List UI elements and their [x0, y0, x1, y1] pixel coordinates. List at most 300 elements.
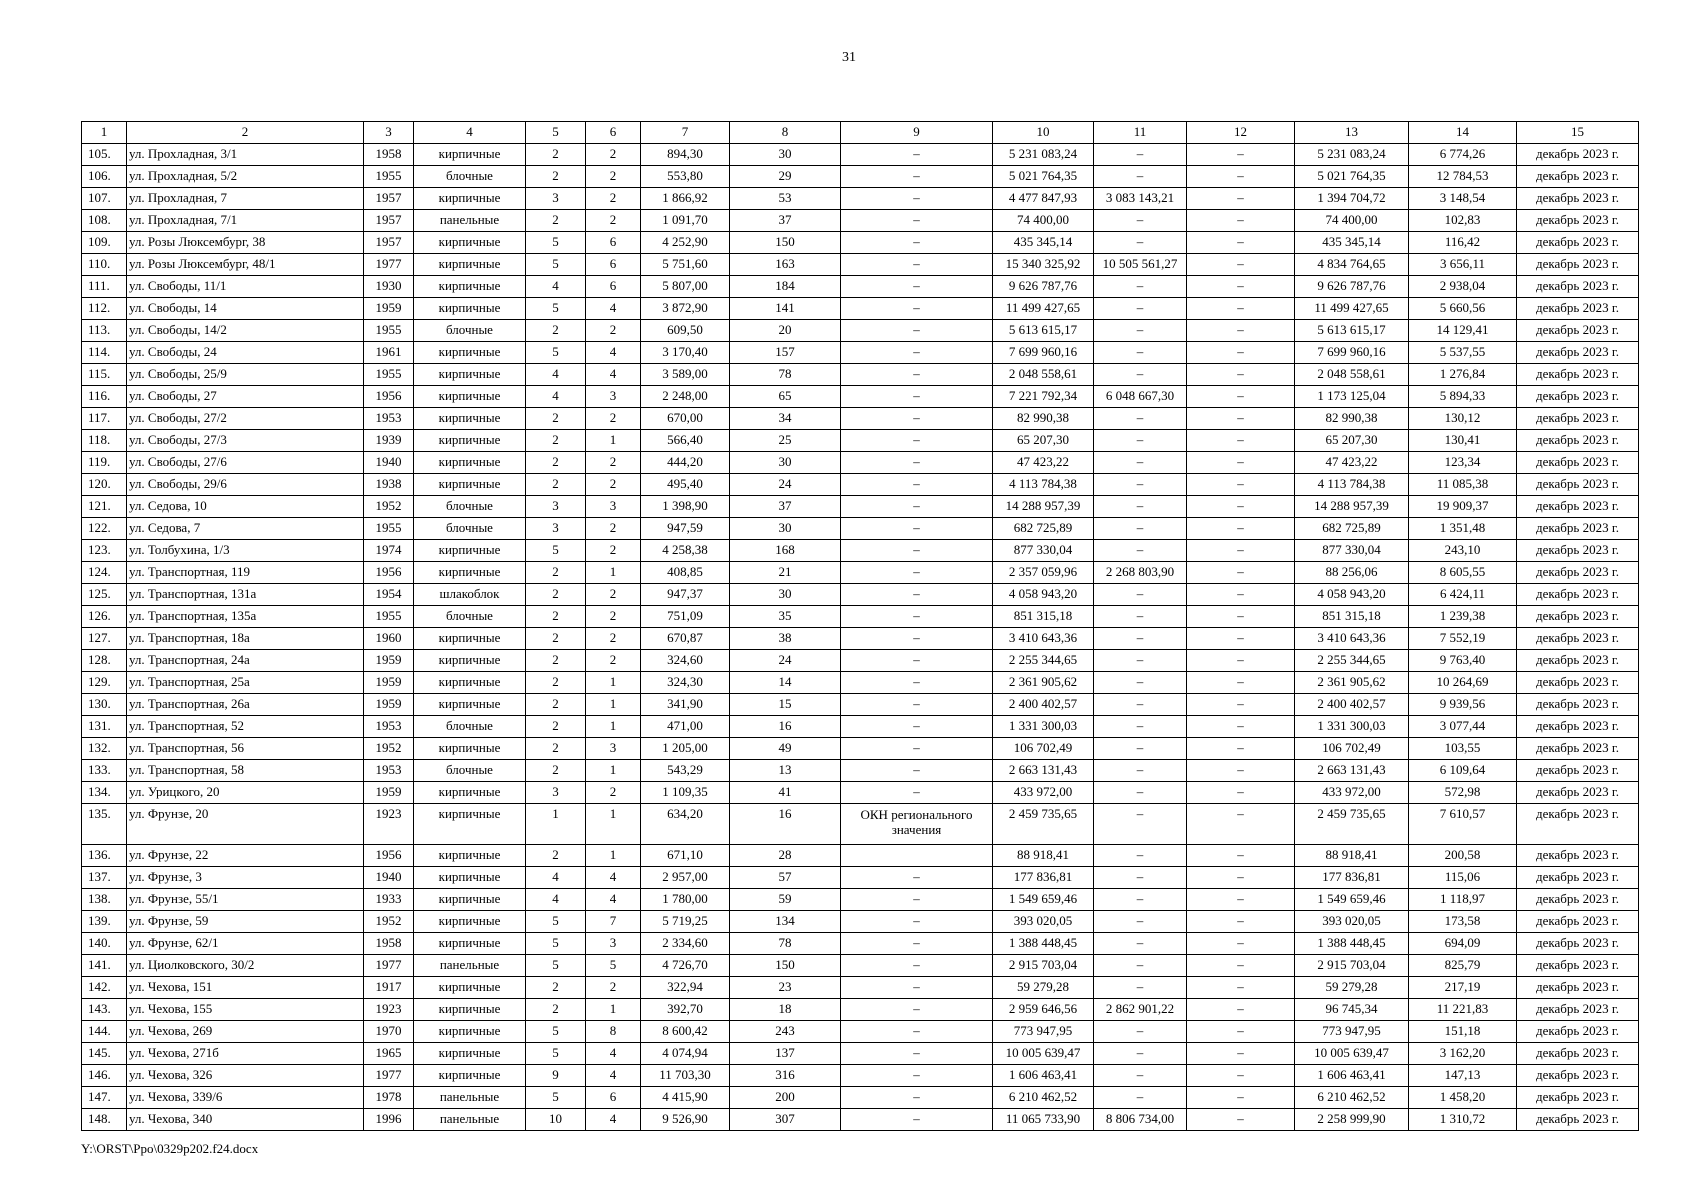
- table-cell-col-6: 2: [586, 210, 641, 232]
- table-cell-col-8: 30: [730, 584, 841, 606]
- table-cell-col-14: 19 909,37: [1409, 496, 1517, 518]
- table-row: [82, 342, 1639, 364]
- table-cell-col-7: 751,09: [641, 606, 730, 628]
- table-cell-col-1: 119.: [82, 452, 127, 474]
- table-cell-col-11: –: [1094, 867, 1187, 889]
- table-cell-col-5: 5: [526, 955, 586, 977]
- table-cell-col-5: 2: [526, 584, 586, 606]
- table-cell-col-4: панельные: [414, 1087, 526, 1109]
- table-cell-col-9: –: [841, 977, 993, 999]
- table-cell-col-5: 2: [526, 845, 586, 867]
- table-cell-col-4: кирпичные: [414, 650, 526, 672]
- table-cell-col-10: 393 020,05: [993, 911, 1094, 933]
- table-row: [82, 386, 1639, 408]
- column-header-15: 15: [1517, 122, 1639, 144]
- table-cell-col-9: –: [841, 1087, 993, 1109]
- table-cell-col-13: 6 210 462,52: [1295, 1087, 1409, 1109]
- table-cell-col-5: 5: [526, 911, 586, 933]
- table-cell-col-15: декабрь 2023 г.: [1517, 232, 1639, 254]
- table-row: [82, 999, 1639, 1021]
- table-cell-col-8: 243: [730, 1021, 841, 1043]
- table-cell-col-7: 341,90: [641, 694, 730, 716]
- table-cell-col-13: 3 410 643,36: [1295, 628, 1409, 650]
- table-cell-col-4: кирпичные: [414, 911, 526, 933]
- column-header-5: 5: [526, 122, 586, 144]
- table-cell-col-3: 1954: [364, 584, 414, 606]
- table-row: [82, 716, 1639, 738]
- table-cell-col-3: 1955: [364, 518, 414, 540]
- table-cell-col-7: 3 872,90: [641, 298, 730, 320]
- table-cell-col-8: 59: [730, 889, 841, 911]
- table-cell-col-4: панельные: [414, 210, 526, 232]
- table-row: [82, 254, 1639, 276]
- table-cell-col-1: 129.: [82, 672, 127, 694]
- table-cell-col-11: –: [1094, 452, 1187, 474]
- table-row: [82, 1043, 1639, 1065]
- table-cell-col-8: 65: [730, 386, 841, 408]
- table-cell-col-12: –: [1187, 452, 1295, 474]
- table-cell-col-1: 141.: [82, 955, 127, 977]
- table-cell-col-2: ул. Чехова, 269: [127, 1021, 364, 1043]
- table-cell-col-13: 2 459 735,65: [1295, 804, 1409, 845]
- table-cell-col-2: ул. Свободы, 27/3: [127, 430, 364, 452]
- table-cell-col-15: декабрь 2023 г.: [1517, 540, 1639, 562]
- table-cell-col-10: 1 549 659,46: [993, 889, 1094, 911]
- table-cell-col-5: 2: [526, 628, 586, 650]
- table-cell-col-9: –: [841, 933, 993, 955]
- table-row: [82, 1021, 1639, 1043]
- table-cell-col-7: 671,10: [641, 845, 730, 867]
- table-cell-col-2: ул. Урицкого, 20: [127, 782, 364, 804]
- table-cell-col-9: –: [841, 452, 993, 474]
- table-cell-col-1: 121.: [82, 496, 127, 518]
- table-cell-col-5: 2: [526, 452, 586, 474]
- table-cell-col-13: 773 947,95: [1295, 1021, 1409, 1043]
- table-row: [82, 694, 1639, 716]
- table-cell-col-10: 2 048 558,61: [993, 364, 1094, 386]
- table-cell-col-14: 200,58: [1409, 845, 1517, 867]
- table-cell-col-11: –: [1094, 760, 1187, 782]
- table-cell-col-2: ул. Фрунзе, 22: [127, 845, 364, 867]
- table-cell-col-5: 2: [526, 606, 586, 628]
- table-cell-col-12: –: [1187, 889, 1295, 911]
- table-cell-col-2: ул. Фрунзе, 3: [127, 867, 364, 889]
- table-cell-col-8: 21: [730, 562, 841, 584]
- table-cell-col-9: –: [841, 672, 993, 694]
- table-cell-col-7: 9 526,90: [641, 1109, 730, 1131]
- table-cell-col-12: –: [1187, 955, 1295, 977]
- table-cell-col-6: 1: [586, 804, 641, 845]
- table-cell-col-9: –: [841, 518, 993, 540]
- table-cell-col-6: 6: [586, 254, 641, 276]
- table-cell-col-3: 1957: [364, 232, 414, 254]
- table-cell-col-12: –: [1187, 540, 1295, 562]
- table-cell-col-9: –: [841, 999, 993, 1021]
- table-cell-col-13: 5 231 083,24: [1295, 144, 1409, 166]
- table-cell-col-7: 634,20: [641, 804, 730, 845]
- table-cell-col-11: –: [1094, 1043, 1187, 1065]
- table-cell-col-4: кирпичные: [414, 1043, 526, 1065]
- table-cell-col-2: ул. Чехова, 340: [127, 1109, 364, 1131]
- table-cell-col-4: кирпичные: [414, 298, 526, 320]
- table-cell-col-15: декабрь 2023 г.: [1517, 606, 1639, 628]
- table-cell-col-10: 88 918,41: [993, 845, 1094, 867]
- table-cell-col-2: ул. Седова, 10: [127, 496, 364, 518]
- table-cell-col-14: 694,09: [1409, 933, 1517, 955]
- table-cell-col-8: 78: [730, 933, 841, 955]
- table-cell-col-1: 136.: [82, 845, 127, 867]
- table-cell-col-10: 10 005 639,47: [993, 1043, 1094, 1065]
- table-cell-col-8: 13: [730, 760, 841, 782]
- table-cell-col-12: –: [1187, 298, 1295, 320]
- table-cell-col-9: –: [841, 1021, 993, 1043]
- table-cell-col-8: 37: [730, 210, 841, 232]
- table-cell-col-9: –: [841, 298, 993, 320]
- table-cell-col-1: 139.: [82, 911, 127, 933]
- table-cell-col-6: 2: [586, 584, 641, 606]
- table-cell-col-7: 324,60: [641, 650, 730, 672]
- table-cell-col-3: 1953: [364, 408, 414, 430]
- table-cell-col-7: 1 091,70: [641, 210, 730, 232]
- table-cell-col-12: –: [1187, 276, 1295, 298]
- table-cell-col-3: 1970: [364, 1021, 414, 1043]
- table-cell-col-2: ул. Чехова, 151: [127, 977, 364, 999]
- table-cell-col-3: 1933: [364, 889, 414, 911]
- table-cell-col-12: –: [1187, 845, 1295, 867]
- table-cell-col-12: –: [1187, 760, 1295, 782]
- table-cell-col-2: ул. Транспортная, 131а: [127, 584, 364, 606]
- table-cell-col-15: декабрь 2023 г.: [1517, 804, 1639, 845]
- table-cell-col-1: 124.: [82, 562, 127, 584]
- table-cell-col-7: 2 334,60: [641, 933, 730, 955]
- table-cell-col-5: 2: [526, 320, 586, 342]
- table-cell-col-10: 851 315,18: [993, 606, 1094, 628]
- table-cell-col-9: –: [841, 562, 993, 584]
- table-cell-col-8: 18: [730, 999, 841, 1021]
- table-cell-col-13: 65 207,30: [1295, 430, 1409, 452]
- table-cell-col-1: 131.: [82, 716, 127, 738]
- table-row: [82, 1065, 1639, 1087]
- table-cell-col-14: 1 239,38: [1409, 606, 1517, 628]
- table-cell-col-3: 1959: [364, 672, 414, 694]
- table-cell-col-7: 947,37: [641, 584, 730, 606]
- table-cell-col-15: декабрь 2023 г.: [1517, 1065, 1639, 1087]
- table-cell-col-11: –: [1094, 298, 1187, 320]
- table-cell-col-15: декабрь 2023 г.: [1517, 782, 1639, 804]
- table-cell-col-12: –: [1187, 342, 1295, 364]
- table-cell-col-8: 14: [730, 672, 841, 694]
- table-cell-col-2: ул. Прохладная, 3/1: [127, 144, 364, 166]
- table-cell-col-2: ул. Розы Люксембург, 48/1: [127, 254, 364, 276]
- table-cell-col-7: 1 780,00: [641, 889, 730, 911]
- table-cell-col-11: 8 806 734,00: [1094, 1109, 1187, 1131]
- table-cell-col-8: 25: [730, 430, 841, 452]
- table-cell-col-13: 4 058 943,20: [1295, 584, 1409, 606]
- table-cell-col-6: 2: [586, 452, 641, 474]
- table-cell-col-5: 5: [526, 1021, 586, 1043]
- table-cell-col-5: 2: [526, 430, 586, 452]
- table-row: [82, 628, 1639, 650]
- table-cell-col-13: 59 279,28: [1295, 977, 1409, 999]
- column-header-13: 13: [1295, 122, 1409, 144]
- table-cell-col-12: –: [1187, 977, 1295, 999]
- column-header-6: 6: [586, 122, 641, 144]
- table-cell-col-12: –: [1187, 606, 1295, 628]
- table-cell-col-7: 495,40: [641, 474, 730, 496]
- table-cell-col-5: 4: [526, 867, 586, 889]
- table-cell-col-12: –: [1187, 804, 1295, 845]
- table-cell-col-14: 14 129,41: [1409, 320, 1517, 342]
- table-cell-col-13: 88 256,06: [1295, 562, 1409, 584]
- table-cell-col-14: 3 162,20: [1409, 1043, 1517, 1065]
- table-cell-col-15: декабрь 2023 г.: [1517, 430, 1639, 452]
- table-cell-col-11: –: [1094, 911, 1187, 933]
- table-cell-col-1: 106.: [82, 166, 127, 188]
- table-cell-col-13: 74 400,00: [1295, 210, 1409, 232]
- table-row: [82, 1109, 1639, 1131]
- table-cell-col-14: 116,42: [1409, 232, 1517, 254]
- table-cell-col-7: 392,70: [641, 999, 730, 1021]
- table-cell-col-7: 4 415,90: [641, 1087, 730, 1109]
- table-cell-col-2: ул. Свободы, 27: [127, 386, 364, 408]
- table-cell-col-7: 5 807,00: [641, 276, 730, 298]
- table-cell-col-9: –: [841, 628, 993, 650]
- table-cell-col-7: 2 248,00: [641, 386, 730, 408]
- table-cell-col-2: ул. Транспортная, 26а: [127, 694, 364, 716]
- table-cell-col-9: –: [841, 430, 993, 452]
- table-cell-col-3: 1953: [364, 760, 414, 782]
- table-cell-col-10: 65 207,30: [993, 430, 1094, 452]
- table-row: [82, 606, 1639, 628]
- table-cell-col-2: ул. Толбухина, 1/3: [127, 540, 364, 562]
- table-cell-col-14: 6 424,11: [1409, 584, 1517, 606]
- table-cell-col-15: декабрь 2023 г.: [1517, 386, 1639, 408]
- table-row: [82, 276, 1639, 298]
- table-cell-col-3: 1923: [364, 999, 414, 1021]
- table-cell-col-1: 134.: [82, 782, 127, 804]
- table-cell-col-7: 5 751,60: [641, 254, 730, 276]
- table-cell-col-14: 6 774,26: [1409, 144, 1517, 166]
- table-cell-col-3: 1952: [364, 911, 414, 933]
- table-cell-col-15: декабрь 2023 г.: [1517, 955, 1639, 977]
- table-cell-col-5: 2: [526, 166, 586, 188]
- table-cell-col-8: 16: [730, 804, 841, 845]
- footer-file-path: Y:\ORST\Ppo\0329p202.f24.docx: [81, 1141, 259, 1156]
- table-cell-col-2: ул. Прохладная, 7: [127, 188, 364, 210]
- table-cell-col-8: 184: [730, 276, 841, 298]
- table-cell-col-12: –: [1187, 254, 1295, 276]
- table-cell-col-5: 5: [526, 254, 586, 276]
- table-cell-col-9: –: [841, 911, 993, 933]
- table-cell-col-12: –: [1187, 144, 1295, 166]
- table-cell-col-15: декабрь 2023 г.: [1517, 845, 1639, 867]
- table-cell-col-4: кирпичные: [414, 738, 526, 760]
- table-cell-col-3: 1959: [364, 694, 414, 716]
- table-cell-col-8: 30: [730, 452, 841, 474]
- table-cell-col-14: 123,34: [1409, 452, 1517, 474]
- table-cell-col-14: 5 894,33: [1409, 386, 1517, 408]
- table-cell-col-6: 3: [586, 933, 641, 955]
- table-row: [82, 540, 1639, 562]
- table-cell-col-1: 127.: [82, 628, 127, 650]
- table-cell-col-5: 2: [526, 977, 586, 999]
- table-cell-col-4: блочные: [414, 716, 526, 738]
- table-cell-col-1: 133.: [82, 760, 127, 782]
- table-cell-col-15: декабрь 2023 г.: [1517, 584, 1639, 606]
- table-cell-col-4: кирпичные: [414, 144, 526, 166]
- table-cell-col-11: –: [1094, 606, 1187, 628]
- table-cell-col-6: 7: [586, 911, 641, 933]
- table-cell-col-6: 1: [586, 562, 641, 584]
- table-cell-col-2: ул. Транспортная, 135а: [127, 606, 364, 628]
- table-cell-col-2: ул. Фрунзе, 59: [127, 911, 364, 933]
- table-cell-col-12: –: [1187, 628, 1295, 650]
- table-cell-col-13: 1 388 448,45: [1295, 933, 1409, 955]
- table-cell-col-10: 11 499 427,65: [993, 298, 1094, 320]
- table-cell-col-14: 1 351,48: [1409, 518, 1517, 540]
- table-cell-col-13: 1 606 463,41: [1295, 1065, 1409, 1087]
- column-header-8: 8: [730, 122, 841, 144]
- table-cell-col-11: –: [1094, 408, 1187, 430]
- table-cell-col-4: шлакоблок: [414, 584, 526, 606]
- table-cell-col-3: 1955: [364, 364, 414, 386]
- table-cell-col-3: 1978: [364, 1087, 414, 1109]
- table-cell-col-11: –: [1094, 977, 1187, 999]
- table-cell-col-8: 163: [730, 254, 841, 276]
- table-cell-col-3: 1917: [364, 977, 414, 999]
- table-cell-col-13: 88 918,41: [1295, 845, 1409, 867]
- table-cell-col-1: 118.: [82, 430, 127, 452]
- table-cell-col-6: 6: [586, 276, 641, 298]
- table-cell-col-4: кирпичные: [414, 342, 526, 364]
- table-cell-col-15: декабрь 2023 г.: [1517, 716, 1639, 738]
- table-cell-col-12: –: [1187, 386, 1295, 408]
- table-cell-col-14: 1 276,84: [1409, 364, 1517, 386]
- table-cell-col-3: 1923: [364, 804, 414, 845]
- table-cell-col-11: 6 048 667,30: [1094, 386, 1187, 408]
- table-cell-col-4: кирпичные: [414, 452, 526, 474]
- table-cell-col-13: 5 021 764,35: [1295, 166, 1409, 188]
- table-cell-col-1: 105.: [82, 144, 127, 166]
- table-cell-col-11: –: [1094, 672, 1187, 694]
- table-cell-col-2: ул. Свободы, 27/6: [127, 452, 364, 474]
- table-cell-col-10: 433 972,00: [993, 782, 1094, 804]
- table-cell-col-5: 5: [526, 298, 586, 320]
- table-cell-col-9: –: [841, 1109, 993, 1131]
- table-cell-col-6: 2: [586, 628, 641, 650]
- table-cell-col-15: декабрь 2023 г.: [1517, 1109, 1639, 1131]
- table-cell-col-6: 1: [586, 716, 641, 738]
- table-cell-col-4: кирпичные: [414, 386, 526, 408]
- table-cell-col-1: 120.: [82, 474, 127, 496]
- table-cell-col-7: 609,50: [641, 320, 730, 342]
- table-cell-col-15: декабрь 2023 г.: [1517, 911, 1639, 933]
- table-cell-col-7: 947,59: [641, 518, 730, 540]
- table-cell-col-5: 2: [526, 144, 586, 166]
- table-cell-col-10: 2 400 402,57: [993, 694, 1094, 716]
- table-cell-col-10: 7 699 960,16: [993, 342, 1094, 364]
- table-cell-col-14: 7 552,19: [1409, 628, 1517, 650]
- table-cell-col-5: 4: [526, 386, 586, 408]
- table-cell-col-10: 15 340 325,92: [993, 254, 1094, 276]
- table-cell-col-10: 2 663 131,43: [993, 760, 1094, 782]
- table-cell-col-2: ул. Чехова, 271б: [127, 1043, 364, 1065]
- table-cell-col-14: 217,19: [1409, 977, 1517, 999]
- table-cell-col-10: 1 606 463,41: [993, 1065, 1094, 1087]
- table-row: [82, 320, 1639, 342]
- table-cell-col-10: 3 410 643,36: [993, 628, 1094, 650]
- table-cell-col-1: 115.: [82, 364, 127, 386]
- table-cell-col-2: ул. Свободы, 11/1: [127, 276, 364, 298]
- table-cell-col-6: 4: [586, 1109, 641, 1131]
- table-cell-col-5: 5: [526, 1087, 586, 1109]
- table-cell-col-12: –: [1187, 867, 1295, 889]
- table-cell-col-9: ОКН регионального значения: [841, 804, 993, 845]
- table-row: [82, 144, 1639, 166]
- table-cell-col-3: 1952: [364, 496, 414, 518]
- table-cell-col-9: –: [841, 1043, 993, 1065]
- table-cell-col-14: 102,83: [1409, 210, 1517, 232]
- table-cell-col-1: 144.: [82, 1021, 127, 1043]
- table-cell-col-13: 7 699 960,16: [1295, 342, 1409, 364]
- table-cell-col-7: 894,30: [641, 144, 730, 166]
- table-row: [82, 889, 1639, 911]
- table-cell-col-10: 59 279,28: [993, 977, 1094, 999]
- table-cell-col-1: 137.: [82, 867, 127, 889]
- table-cell-col-13: 5 613 615,17: [1295, 320, 1409, 342]
- table-cell-col-1: 132.: [82, 738, 127, 760]
- table-cell-col-1: 147.: [82, 1087, 127, 1109]
- table-cell-col-11: –: [1094, 955, 1187, 977]
- table-row: [82, 518, 1639, 540]
- table-cell-col-4: кирпичные: [414, 845, 526, 867]
- table-cell-col-11: –: [1094, 782, 1187, 804]
- table-cell-col-12: –: [1187, 782, 1295, 804]
- table-cell-col-3: 1977: [364, 1065, 414, 1087]
- table-cell-col-13: 877 330,04: [1295, 540, 1409, 562]
- table-row: [82, 804, 1639, 845]
- table-cell-col-14: 115,06: [1409, 867, 1517, 889]
- table-cell-col-8: 53: [730, 188, 841, 210]
- table-cell-col-9: –: [841, 320, 993, 342]
- table-cell-col-15: декабрь 2023 г.: [1517, 760, 1639, 782]
- table-cell-col-2: ул. Транспортная, 18а: [127, 628, 364, 650]
- table-cell-col-6: 3: [586, 496, 641, 518]
- table-cell-col-11: –: [1094, 804, 1187, 845]
- table-cell-col-2: ул. Прохладная, 5/2: [127, 166, 364, 188]
- table-row: [82, 867, 1639, 889]
- table-cell-col-10: 2 915 703,04: [993, 955, 1094, 977]
- table-cell-col-12: –: [1187, 738, 1295, 760]
- table-cell-col-15: декабрь 2023 г.: [1517, 977, 1639, 999]
- table-cell-col-1: 123.: [82, 540, 127, 562]
- table-cell-col-14: 173,58: [1409, 911, 1517, 933]
- table-row: [82, 430, 1639, 452]
- table-cell-col-12: –: [1187, 320, 1295, 342]
- table-cell-col-5: 5: [526, 1043, 586, 1065]
- table-cell-col-4: кирпичные: [414, 782, 526, 804]
- table-cell-col-8: 150: [730, 232, 841, 254]
- table-cell-col-5: 2: [526, 408, 586, 430]
- table-cell-col-9: –: [841, 760, 993, 782]
- table-cell-col-13: 1 331 300,03: [1295, 716, 1409, 738]
- table-cell-col-3: 1958: [364, 144, 414, 166]
- table-cell-col-13: 435 345,14: [1295, 232, 1409, 254]
- table-cell-col-2: ул. Фрунзе, 55/1: [127, 889, 364, 911]
- table-cell-col-8: 200: [730, 1087, 841, 1109]
- table-cell-col-6: 2: [586, 166, 641, 188]
- table-cell-col-9: –: [841, 782, 993, 804]
